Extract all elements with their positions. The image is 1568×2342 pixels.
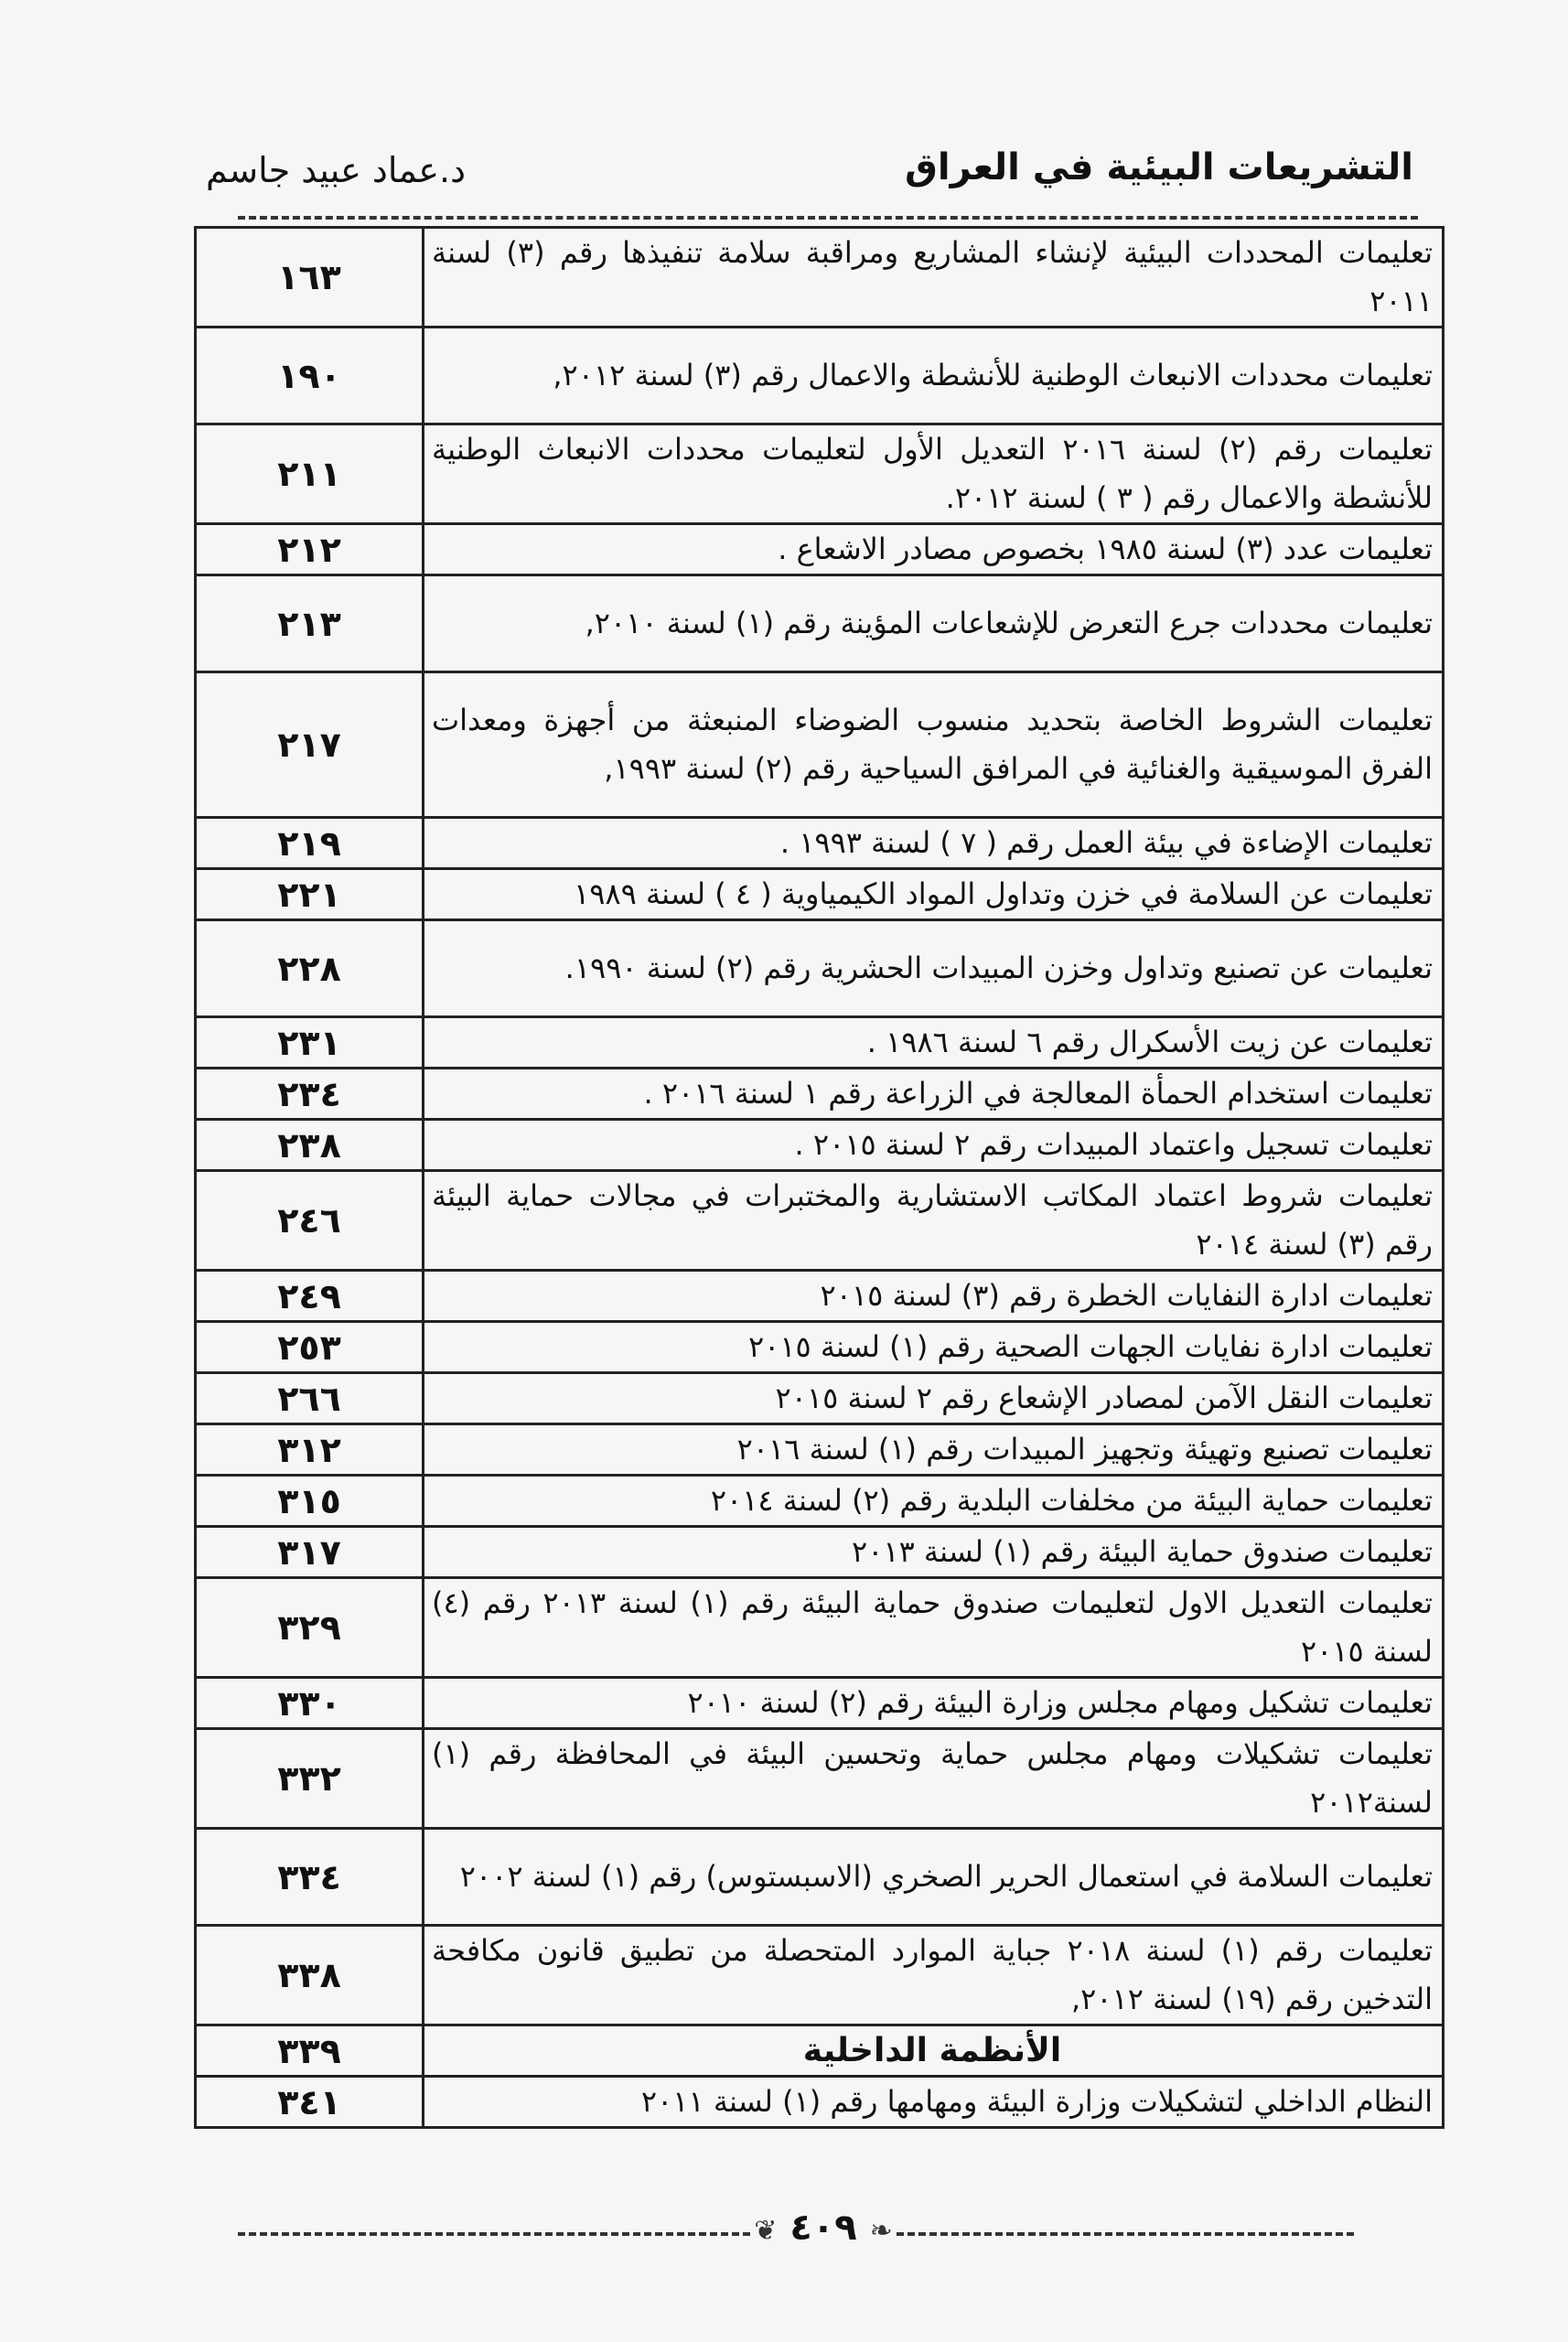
toc-entry-title: تعليمات رقم (٢) لسنة ٢٠١٦ التعديل الأول لتعليمات محددات الانبعاث الوطنية للأنشطة والاعمال رقم ( ٣ ) لسنة ٢٠١٢.	[424, 424, 1444, 524]
toc-row	[196, 1271, 1444, 1322]
toc-entry-title: تعليمات عن تصنيع وتداول وخزن المبيدات الحشرية رقم (٢) لسنة ١٩٩٠.	[424, 920, 1444, 1017]
toc-entry-page: ٣١٧	[196, 1527, 424, 1578]
toc-entry-page: ٢١٧	[196, 672, 424, 818]
toc-entry-page: ٢١٣	[196, 575, 424, 672]
toc-entry-title: تعليمات رقم (١) لسنة ٢٠١٨ جباية الموارد المتحصلة من تطبيق قانون مكافحة التدخين رقم (١٩) لسنة ٢٠١٢,	[424, 1926, 1444, 2025]
toc-entry-page: ٣٣٤	[196, 1829, 424, 1926]
toc-row	[196, 869, 1444, 920]
toc-entry-page: ٣٤١	[196, 2077, 424, 2128]
toc-body	[196, 228, 1444, 2128]
toc-row	[196, 328, 1444, 424]
toc-entry-page: ٢١١	[196, 424, 424, 524]
toc-entry-title: تعليمات عن السلامة في خزن وتداول المواد الكيمياوية ( ٤ ) لسنة ١٩٨٩	[424, 869, 1444, 920]
page-header	[206, 146, 1413, 212]
footer-divider-left	[238, 2232, 750, 2236]
toc-row	[196, 1424, 1444, 1476]
toc-row	[196, 672, 1444, 818]
toc-row	[196, 1729, 1444, 1829]
toc-entry-page: ٣٣٩	[196, 2025, 424, 2077]
toc-entry-title: تعليمات حماية البيئة من مخلفات البلدية رقم (٢) لسنة ٢٠١٤	[424, 1476, 1444, 1527]
toc-entry-title: تعليمات النقل الآمن لمصادر الإشعاع رقم ٢ لسنة ٢٠١٥	[424, 1373, 1444, 1424]
toc-row	[196, 1120, 1444, 1171]
ornament-icon: ❦	[754, 2215, 778, 2247]
toc-entry-title: تعليمات السلامة في استعمال الحرير الصخري (الاسبستوس) رقم (١) لسنة ٢٠٠٢	[424, 1829, 1444, 1926]
toc-entry-title: تعليمات شروط اعتماد المكاتب الاستشارية والمختبرات في مجالات حماية البيئة رقم (٣) لسنة ٢٠١٤	[424, 1171, 1444, 1271]
page-footer	[238, 2207, 1354, 2258]
toc-entry-title: تعليمات التعديل الاول لتعليمات صندوق حماية البيئة رقم (١) لسنة ٢٠١٣ رقم (٤) لسنة ٢٠١٥	[424, 1578, 1444, 1678]
toc-row	[196, 920, 1444, 1017]
table-of-contents	[194, 226, 1444, 2129]
toc-entry-title: تعليمات صندوق حماية البيئة رقم (١) لسنة ٢٠١٣	[424, 1527, 1444, 1578]
toc-entry-page: ٢٥٣	[196, 1322, 424, 1373]
toc-entry-page: ٣١٢	[196, 1424, 424, 1476]
toc-entry-page: ١٩٠	[196, 328, 424, 424]
toc-row	[196, 1578, 1444, 1678]
section-heading: الأنظمة الداخلية	[424, 2025, 1444, 2077]
toc-row	[196, 524, 1444, 575]
toc-entry-page: ٢٣٨	[196, 1120, 424, 1171]
page-number: ❦ ٤٠٩ ❧	[754, 2207, 893, 2249]
toc-entry-page: ٣١٥	[196, 1476, 424, 1527]
toc-entry-page: ٣٣٨	[196, 1926, 424, 2025]
header-divider	[238, 216, 1418, 220]
toc-row	[196, 1069, 1444, 1120]
toc-entry-page: ٣٣٠	[196, 1678, 424, 1729]
toc-row	[196, 818, 1444, 869]
toc-entry-page: ٢٣٤	[196, 1069, 424, 1120]
toc-row	[196, 1829, 1444, 1926]
toc-entry-page: ١٦٣	[196, 228, 424, 328]
toc-entry-title: تعليمات الإضاءة في بيئة العمل رقم ( ٧ ) لسنة ١٩٩٣ .	[424, 818, 1444, 869]
toc-row	[196, 1926, 1444, 2025]
toc-entry-title: تعليمات عن زيت الأسكرال رقم ٦ لسنة ١٩٨٦ .	[424, 1017, 1444, 1069]
toc-entry-page: ٢١٩	[196, 818, 424, 869]
toc-entry-title: تعليمات ادارة النفايات الخطرة رقم (٣) لسنة ٢٠١٥	[424, 1271, 1444, 1322]
toc-entry-page: ٣٢٩	[196, 1578, 424, 1678]
toc-row	[196, 1476, 1444, 1527]
toc-entry-page: ٢٢٨	[196, 920, 424, 1017]
toc-entry-page: ٢٢١	[196, 869, 424, 920]
footer-divider-right	[897, 2232, 1354, 2236]
toc-row	[196, 1017, 1444, 1069]
toc-entry-title: تعليمات استخدام الحمأة المعالجة في الزراعة رقم ١ لسنة ٢٠١٦ .	[424, 1069, 1444, 1120]
toc-entry-page: ٢٦٦	[196, 1373, 424, 1424]
toc-row	[196, 1322, 1444, 1373]
toc-entry-title: تعليمات عدد (٣) لسنة ١٩٨٥ بخصوص مصادر الاشعاع .	[424, 524, 1444, 575]
toc-entry-title: تعليمات محددات الانبعاث الوطنية للأنشطة والاعمال رقم (٣) لسنة ٢٠١٢,	[424, 328, 1444, 424]
toc-entry-page: ٢٣١	[196, 1017, 424, 1069]
toc-entry-page: ٢١٢	[196, 524, 424, 575]
toc-section-row	[196, 2025, 1444, 2077]
toc-entry-title: تعليمات تسجيل واعتماد المبيدات رقم ٢ لسنة ٢٠١٥ .	[424, 1120, 1444, 1171]
toc-entry-page: ٢٤٦	[196, 1171, 424, 1271]
author-name: د.عماد عبيد جاسم	[206, 150, 467, 190]
book-title: التشريعات البيئية في العراق	[905, 146, 1413, 188]
toc-row	[196, 1527, 1444, 1578]
toc-row	[196, 424, 1444, 524]
toc-row	[196, 575, 1444, 672]
toc-entry-title: تعليمات محددات جرع التعرض للإشعاعات المؤينة رقم (١) لسنة ٢٠١٠,	[424, 575, 1444, 672]
ornament-icon: ❧	[869, 2215, 893, 2247]
toc-entry-title: تعليمات تشكيل ومهام مجلس وزارة البيئة رقم (٢) لسنة ٢٠١٠	[424, 1678, 1444, 1729]
toc-entry-title: تعليمات تصنيع وتهيئة وتجهيز المبيدات رقم (١) لسنة ٢٠١٦	[424, 1424, 1444, 1476]
toc-row	[196, 1171, 1444, 1271]
toc-entry-page: ٣٣٢	[196, 1729, 424, 1829]
toc-entry-title: تعليمات الشروط الخاصة بتحديد منسوب الضوضاء المنبعثة من أجهزة ومعدات الفرق الموسيقية والغنائية في المرافق السياحية رقم (٢) لسنة ١٩٩٣,	[424, 672, 1444, 818]
toc-row	[196, 2077, 1444, 2128]
toc-entry-title: تعليمات المحددات البيئية لإنشاء المشاريع ومراقبة سلامة تنفيذها رقم (٣) لسنة ٢٠١١	[424, 228, 1444, 328]
toc-entry-title: النظام الداخلي لتشكيلات وزارة البيئة ومهامها رقم (١) لسنة ٢٠١١	[424, 2077, 1444, 2128]
toc-entry-title: تعليمات ادارة نفايات الجهات الصحية رقم (١) لسنة ٢٠١٥	[424, 1322, 1444, 1373]
toc-entry-page: ٢٤٩	[196, 1271, 424, 1322]
toc-row	[196, 1373, 1444, 1424]
toc-row	[196, 228, 1444, 328]
toc-row	[196, 1678, 1444, 1729]
toc-entry-title: تعليمات تشكيلات ومهام مجلس حماية وتحسين البيئة في المحافظة رقم (١) لسنة٢٠١٢	[424, 1729, 1444, 1829]
